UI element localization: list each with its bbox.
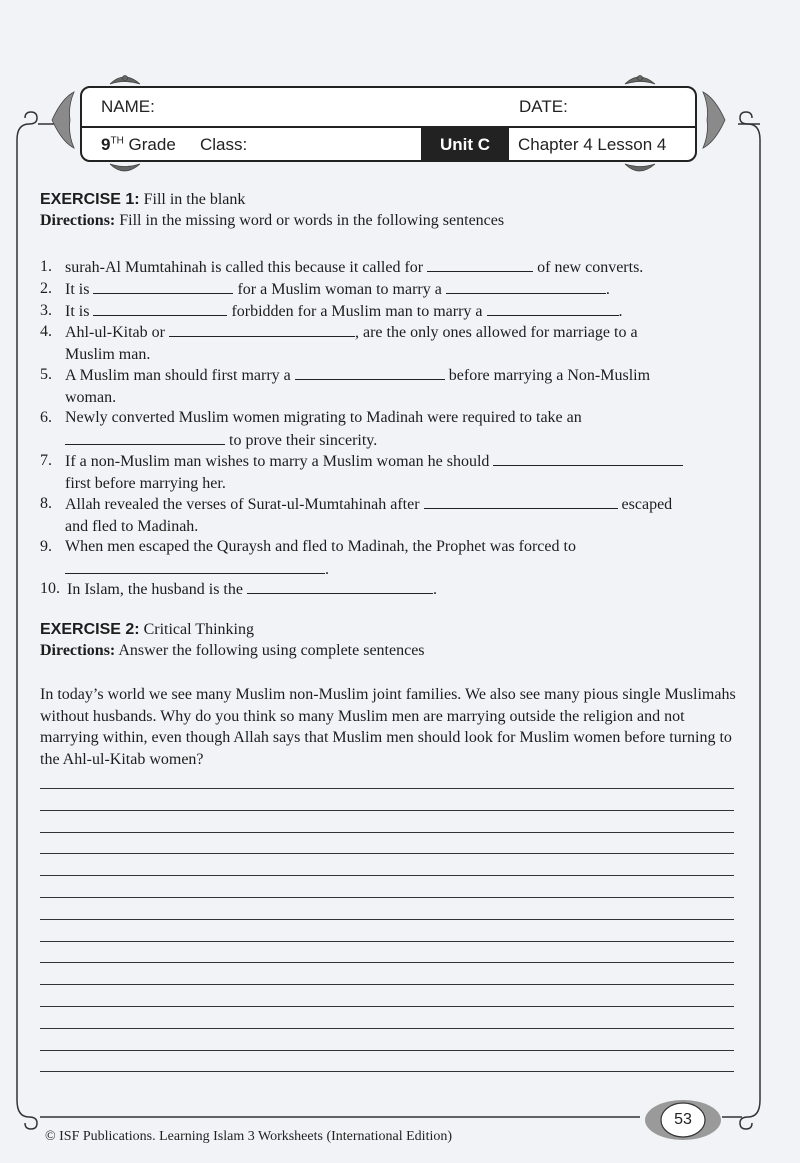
question-text: If a non-Muslim man wishes to marry a Muslim woman he should xyxy=(65,453,490,470)
unit-badge: Unit C xyxy=(421,128,509,162)
question-text: It is xyxy=(65,281,90,298)
question-text: before marrying a Non-Muslim xyxy=(448,367,651,384)
directions-text: Fill in the missing word or words in the following sentences xyxy=(119,212,505,229)
exercise1-directions xyxy=(40,212,504,230)
blank-line[interactable] xyxy=(169,321,355,337)
answer-line[interactable] xyxy=(40,984,734,985)
exercise1-subtitle: Fill in the blank xyxy=(143,191,246,208)
grade-suffix: TH xyxy=(110,135,124,147)
chapter-lesson: Chapter 4 Lesson 4 xyxy=(518,135,667,154)
question-number: 5. xyxy=(40,366,52,383)
answer-line[interactable] xyxy=(40,853,734,854)
question-number: 4. xyxy=(40,323,52,340)
answer-line[interactable] xyxy=(40,875,734,876)
question-text: , are the only ones allowed for marriage to a xyxy=(354,324,638,341)
question-number: 9. xyxy=(40,538,52,555)
directions-text: Answer the following using complete sentences xyxy=(118,642,425,659)
exercise2-directions xyxy=(40,642,425,660)
answer-line[interactable] xyxy=(40,962,734,963)
answer-line[interactable] xyxy=(40,810,734,811)
question-text: forbidden for a Muslim man to marry a xyxy=(231,303,483,320)
question-number: 1. xyxy=(40,258,52,275)
question-text: escaped xyxy=(621,496,673,513)
grade-label xyxy=(101,135,176,155)
directions-label: Directions: xyxy=(40,642,116,659)
worksheet-header xyxy=(80,86,697,162)
grade-number: 9 xyxy=(101,135,111,154)
question-number: 7. xyxy=(40,452,52,469)
question-text: Ahl-ul-Kitab or xyxy=(65,324,165,341)
exercise2-prompt: In today’s world we see many Muslim non-Muslim joint families. We also see many pious single Muslimahs without husbands. Why do you think so many Muslim men are marrying outside the religion and not marrying within, even though Allah says that Muslim men should look for Muslim women before turning to the Ahl-ul-Kitab women? xyxy=(40,686,736,768)
answer-line[interactable] xyxy=(40,1028,734,1029)
exercise2-title xyxy=(40,621,254,639)
question-text: . xyxy=(618,303,623,320)
blank-line[interactable] xyxy=(93,278,233,294)
blank-line[interactable] xyxy=(427,256,533,272)
question-text: . xyxy=(605,281,610,298)
question-text: surah-Al Mumtahinah is called this because it called for xyxy=(65,259,424,276)
question-text: woman. xyxy=(65,388,117,406)
question-text: first before marrying her. xyxy=(65,474,226,492)
question-text: to prove their sincerity. xyxy=(229,431,378,449)
exercise1-title xyxy=(40,191,245,209)
answer-line[interactable] xyxy=(40,788,734,789)
blank-line[interactable] xyxy=(493,450,683,466)
blank-line[interactable] xyxy=(424,493,618,509)
answer-line[interactable] xyxy=(40,832,734,833)
date-label: DATE: xyxy=(519,97,568,116)
exercise2-subtitle: Critical Thinking xyxy=(143,621,254,638)
blank-line[interactable] xyxy=(65,429,225,445)
class-label: Class: xyxy=(200,135,248,154)
header-row-name-date xyxy=(82,88,695,128)
question-number: 2. xyxy=(40,280,52,297)
grade-word: Grade xyxy=(128,135,176,154)
question-text: of new converts. xyxy=(537,259,644,276)
blank-line[interactable] xyxy=(93,300,227,316)
question-number: 8. xyxy=(40,495,52,512)
copyright-footer: © ISF Publications. Learning Islam 3 Worksheets (International Edition) xyxy=(45,1129,453,1144)
question-text: In Islam, the husband is the xyxy=(67,581,243,598)
blank-line[interactable] xyxy=(65,558,325,574)
question-text: Muslim man. xyxy=(65,345,151,363)
blank-line[interactable] xyxy=(295,364,445,380)
answer-line[interactable] xyxy=(40,1006,734,1007)
question-number: 6. xyxy=(40,409,52,426)
page-number: 53 xyxy=(674,1111,692,1128)
blank-line[interactable] xyxy=(446,278,606,294)
answer-line[interactable] xyxy=(40,1050,734,1051)
question-text: . xyxy=(432,581,437,598)
question-number: 10. xyxy=(40,580,60,597)
question-text: Allah revealed the verses of Surat-ul-Mumtahinah after xyxy=(65,496,420,513)
question-text: for a Muslim woman to marry a xyxy=(237,281,442,298)
question-text: A Muslim man should first marry a xyxy=(65,367,291,384)
answer-line[interactable] xyxy=(40,1071,734,1072)
question-text: Newly converted Muslim women migrating to Madinah were required to take an xyxy=(65,409,582,426)
header-row-grade-unit xyxy=(82,128,695,162)
question-number: 3. xyxy=(40,302,52,319)
blank-line[interactable] xyxy=(247,578,433,594)
answer-line[interactable] xyxy=(40,941,734,942)
question-text: It is xyxy=(65,303,90,320)
blank-line[interactable] xyxy=(487,300,619,316)
exercise1-heading: EXERCISE 1: xyxy=(40,191,140,208)
exercise2-heading: EXERCISE 2: xyxy=(40,621,140,638)
question-text: and fled to Madinah. xyxy=(65,517,199,535)
name-label: NAME: xyxy=(101,97,155,116)
directions-label: Directions: xyxy=(40,212,116,229)
answer-line[interactable] xyxy=(40,919,734,920)
question-text: . xyxy=(325,560,329,578)
question-text: When men escaped the Quraysh and fled to Madinah, the Prophet was forced to xyxy=(65,538,576,555)
answer-line[interactable] xyxy=(40,897,734,898)
